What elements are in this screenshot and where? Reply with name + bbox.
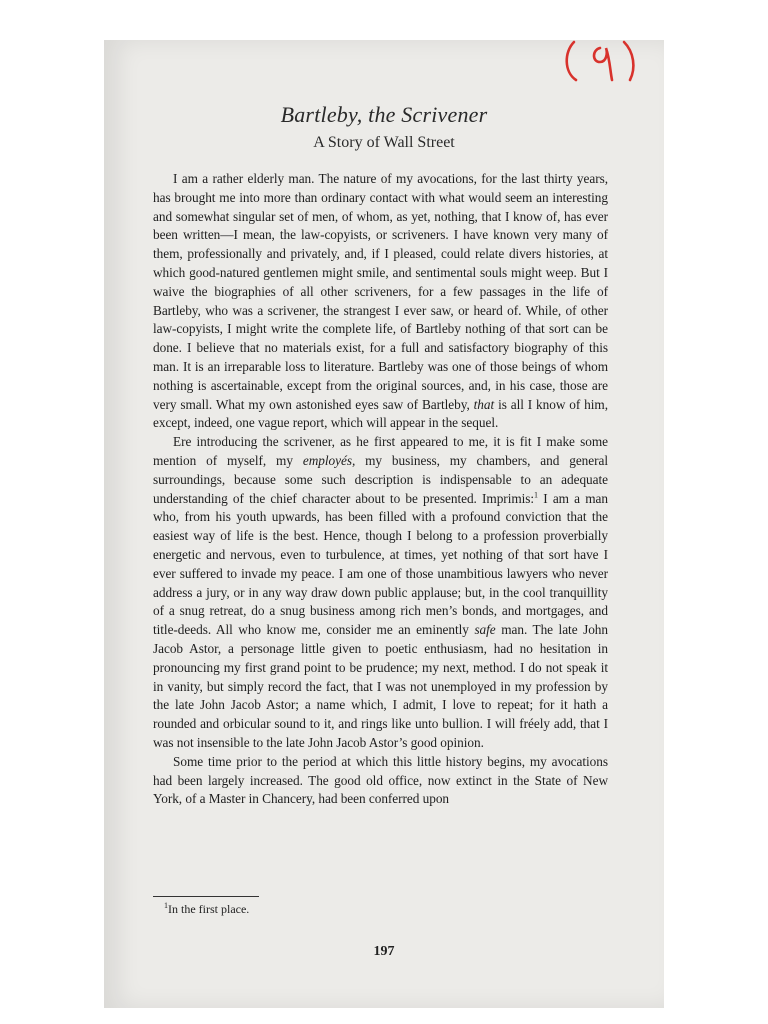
page-number: 197: [373, 944, 395, 959]
paragraph-1: I am a rather elderly man. The nature of my avocations, for the last thirty years, has brought me into more than ordinary contact with what would seem an interesting and somewhat singular set of men, of whom, as yet, nothing, that I know of, has ever been written—I mean, the law-copyists, or scriveners. I have known very many of them, professionally and privately, and, if I pleased, could relate divers histories, at which good-natured gentlemen might smile, and sentimental souls might weep. But I waive the biographies of all other scriveners, for a few passages in the life of Bartleby, who was a scrivener, the strangest I ever saw, or heard of. While, of other law-copyists, I might write the complete life, of Bartleby nothing of that sort can be done. I believe that no materials exist, for a full and satisfactory biography of this man. It is an irreparable loss to literature. Bartleby was one of those beings of whom nothing is ascertainable, except from the original sources, and, in his case, those are very small. What my own astonished eyes saw of Bartleby, that is all I know of him, except, indeed, one vague report, which will appear in the sequel.: [153, 171, 608, 431]
emphasis-safe: safe: [474, 622, 496, 638]
footnote-divider: [153, 896, 259, 897]
paragraph-2: Ere introducing the scrivener, as he first appeared to me, it is fit I make some mention of myself, my employés, my business, my chambers, and general surroundings, because some such description is indispensable to an adequate understanding of the chief character about to be presented. Imprimis:$^1$ I am a man who, from his youth upwards, has been filled with a profound conviction that the easiest way of life is the best. Hence, though I belong to a profession proverbially energetic and nervous, even to turbulence, at times, yet nothing of that sort have I ever suffered to invade my peace. I am one of those unambitious lawyers who never address a jury, or in any way draw down public applause; but, in the cool tranquillity of a snug retreat, do a snug business among rich men’s bonds, and mortgages, and title-deeds. All who know me, consider me an eminently safe man. The late John Jacob Astor, a personage little given to poetic enthusiasm, had no hesitation in pronouncing my first grand point to be prudence; my next, method. I do not speak it in vanity, but simply record the fact, that I was not unemployed in my profession by the late John Jacob Astor; a name which, I admit, I love to repeat; for it hath a rounded and orbicular sound to it, and rings like unto bullion. I will fréely add, that I was not insensible to the late John Jacob Astor’s good opinion.: [153, 434, 608, 750]
emphasis-that: that: [473, 396, 495, 412]
story-title: Bartleby, the Scrivener: [280, 102, 488, 127]
footnote-text: In the first place.: [168, 902, 250, 916]
paragraph-3: Some time prior to the period at which this little history begins, my avocations had been largely increased. The good old office, now extinct in the State of New York, of a Master in Chancery, had been conferred upon: [153, 753, 608, 807]
footnote-marker: 1: [164, 901, 168, 910]
footnote-reference[interactable]: 1: [534, 490, 538, 500]
footnote: [164, 902, 249, 917]
story-body: [153, 170, 608, 809]
story-subtitle: A Story of Wall Street: [313, 134, 455, 151]
handwritten-page-annotation: [560, 36, 644, 86]
emphasis-employes: employés,: [302, 452, 356, 468]
